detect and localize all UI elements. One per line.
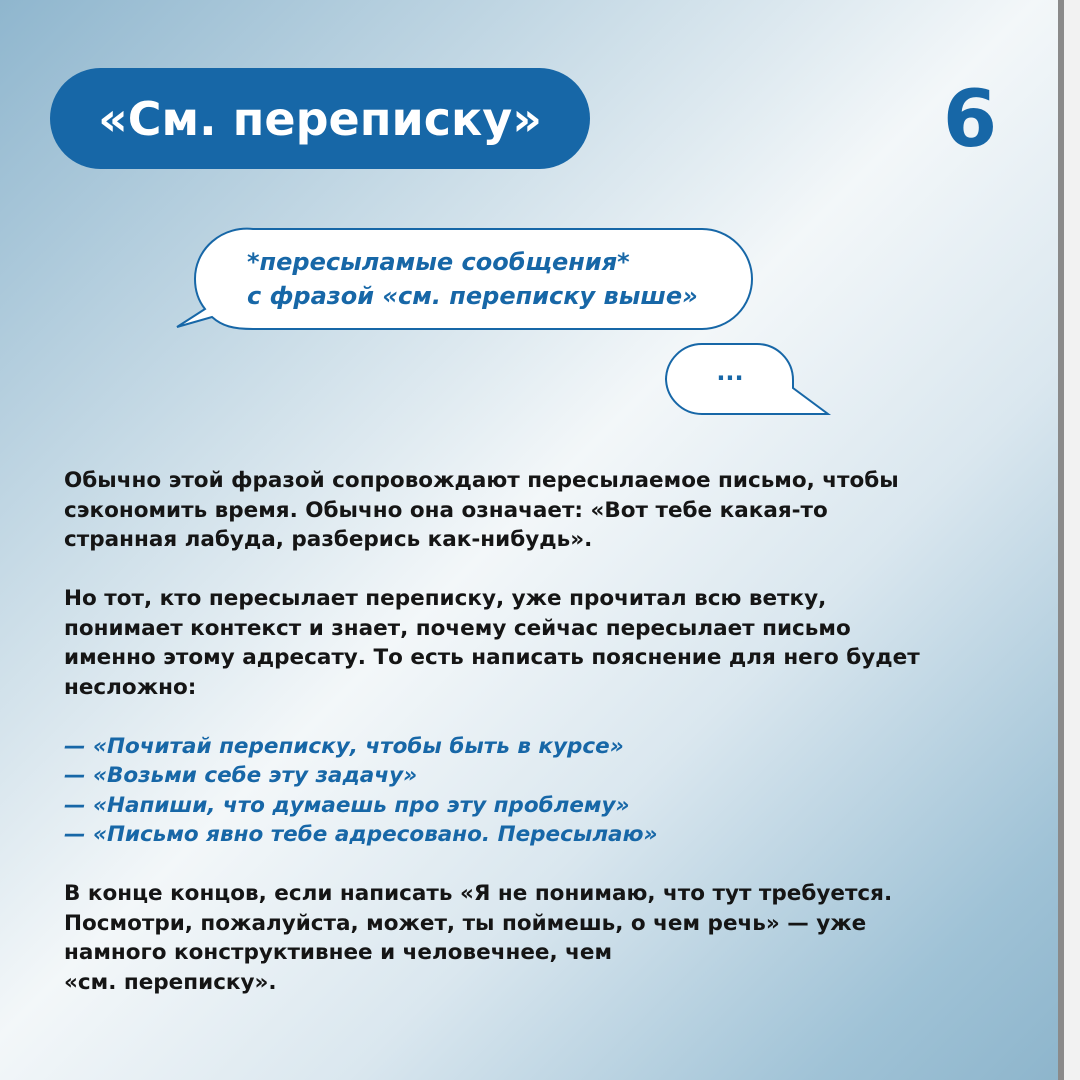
text-line: намного конструктивнее и человечнее, чем [64, 940, 613, 965]
bubble-line-2: с фразой «см. переписку выше» [247, 282, 698, 310]
text-line: «см. переписку». [64, 969, 277, 995]
article-body [64, 466, 964, 997]
bubble-text [247, 245, 747, 313]
paragraph-1 [64, 466, 964, 555]
text-line: несложно: [64, 674, 197, 700]
quote-item: — «Напиши, что думаешь про эту проблему» [64, 792, 630, 818]
paragraph-3 [64, 879, 964, 997]
text-line: В конце концов, если написать «Я не понимаю, что тут требуется. [64, 881, 893, 906]
quote-item: — «Почитай переписку, чтобы быть в курсе» [64, 733, 624, 759]
text-line: Обычно этой фразой сопровождают пересылаемое письмо, чтобы [64, 468, 899, 493]
text-line: понимает контекст и знает, почему сейчас пересылает письмо [64, 615, 851, 641]
quotes-list [64, 732, 964, 850]
page-title: «См. переписку» [98, 91, 542, 146]
text-line: именно этому адресату. То есть написать пояснение для него будет [64, 645, 920, 670]
page-number: 6 [942, 75, 998, 165]
text-line: сэкономить время. Обычно она означает: «Вот тебе какая-то [64, 497, 828, 523]
quote-item: — «Возьми себе эту задачу» [64, 763, 418, 788]
bubble-line-1: *пересыламые сообщения* [247, 248, 630, 276]
reply-ellipsis: ... [716, 358, 744, 386]
text-line: Посмотри, пожалуйста, может, ты поймешь, о чем речь» — уже [64, 910, 867, 936]
text-line: странная лабуда, разберись как-нибудь». [64, 527, 593, 552]
paragraph-2 [64, 584, 964, 702]
text-line: Но тот, кто пересылает переписку, уже прочитал всю ветку, [64, 586, 827, 611]
quote-item: — «Письмо явно тебе адресовано. Пересылаю» [64, 822, 658, 847]
